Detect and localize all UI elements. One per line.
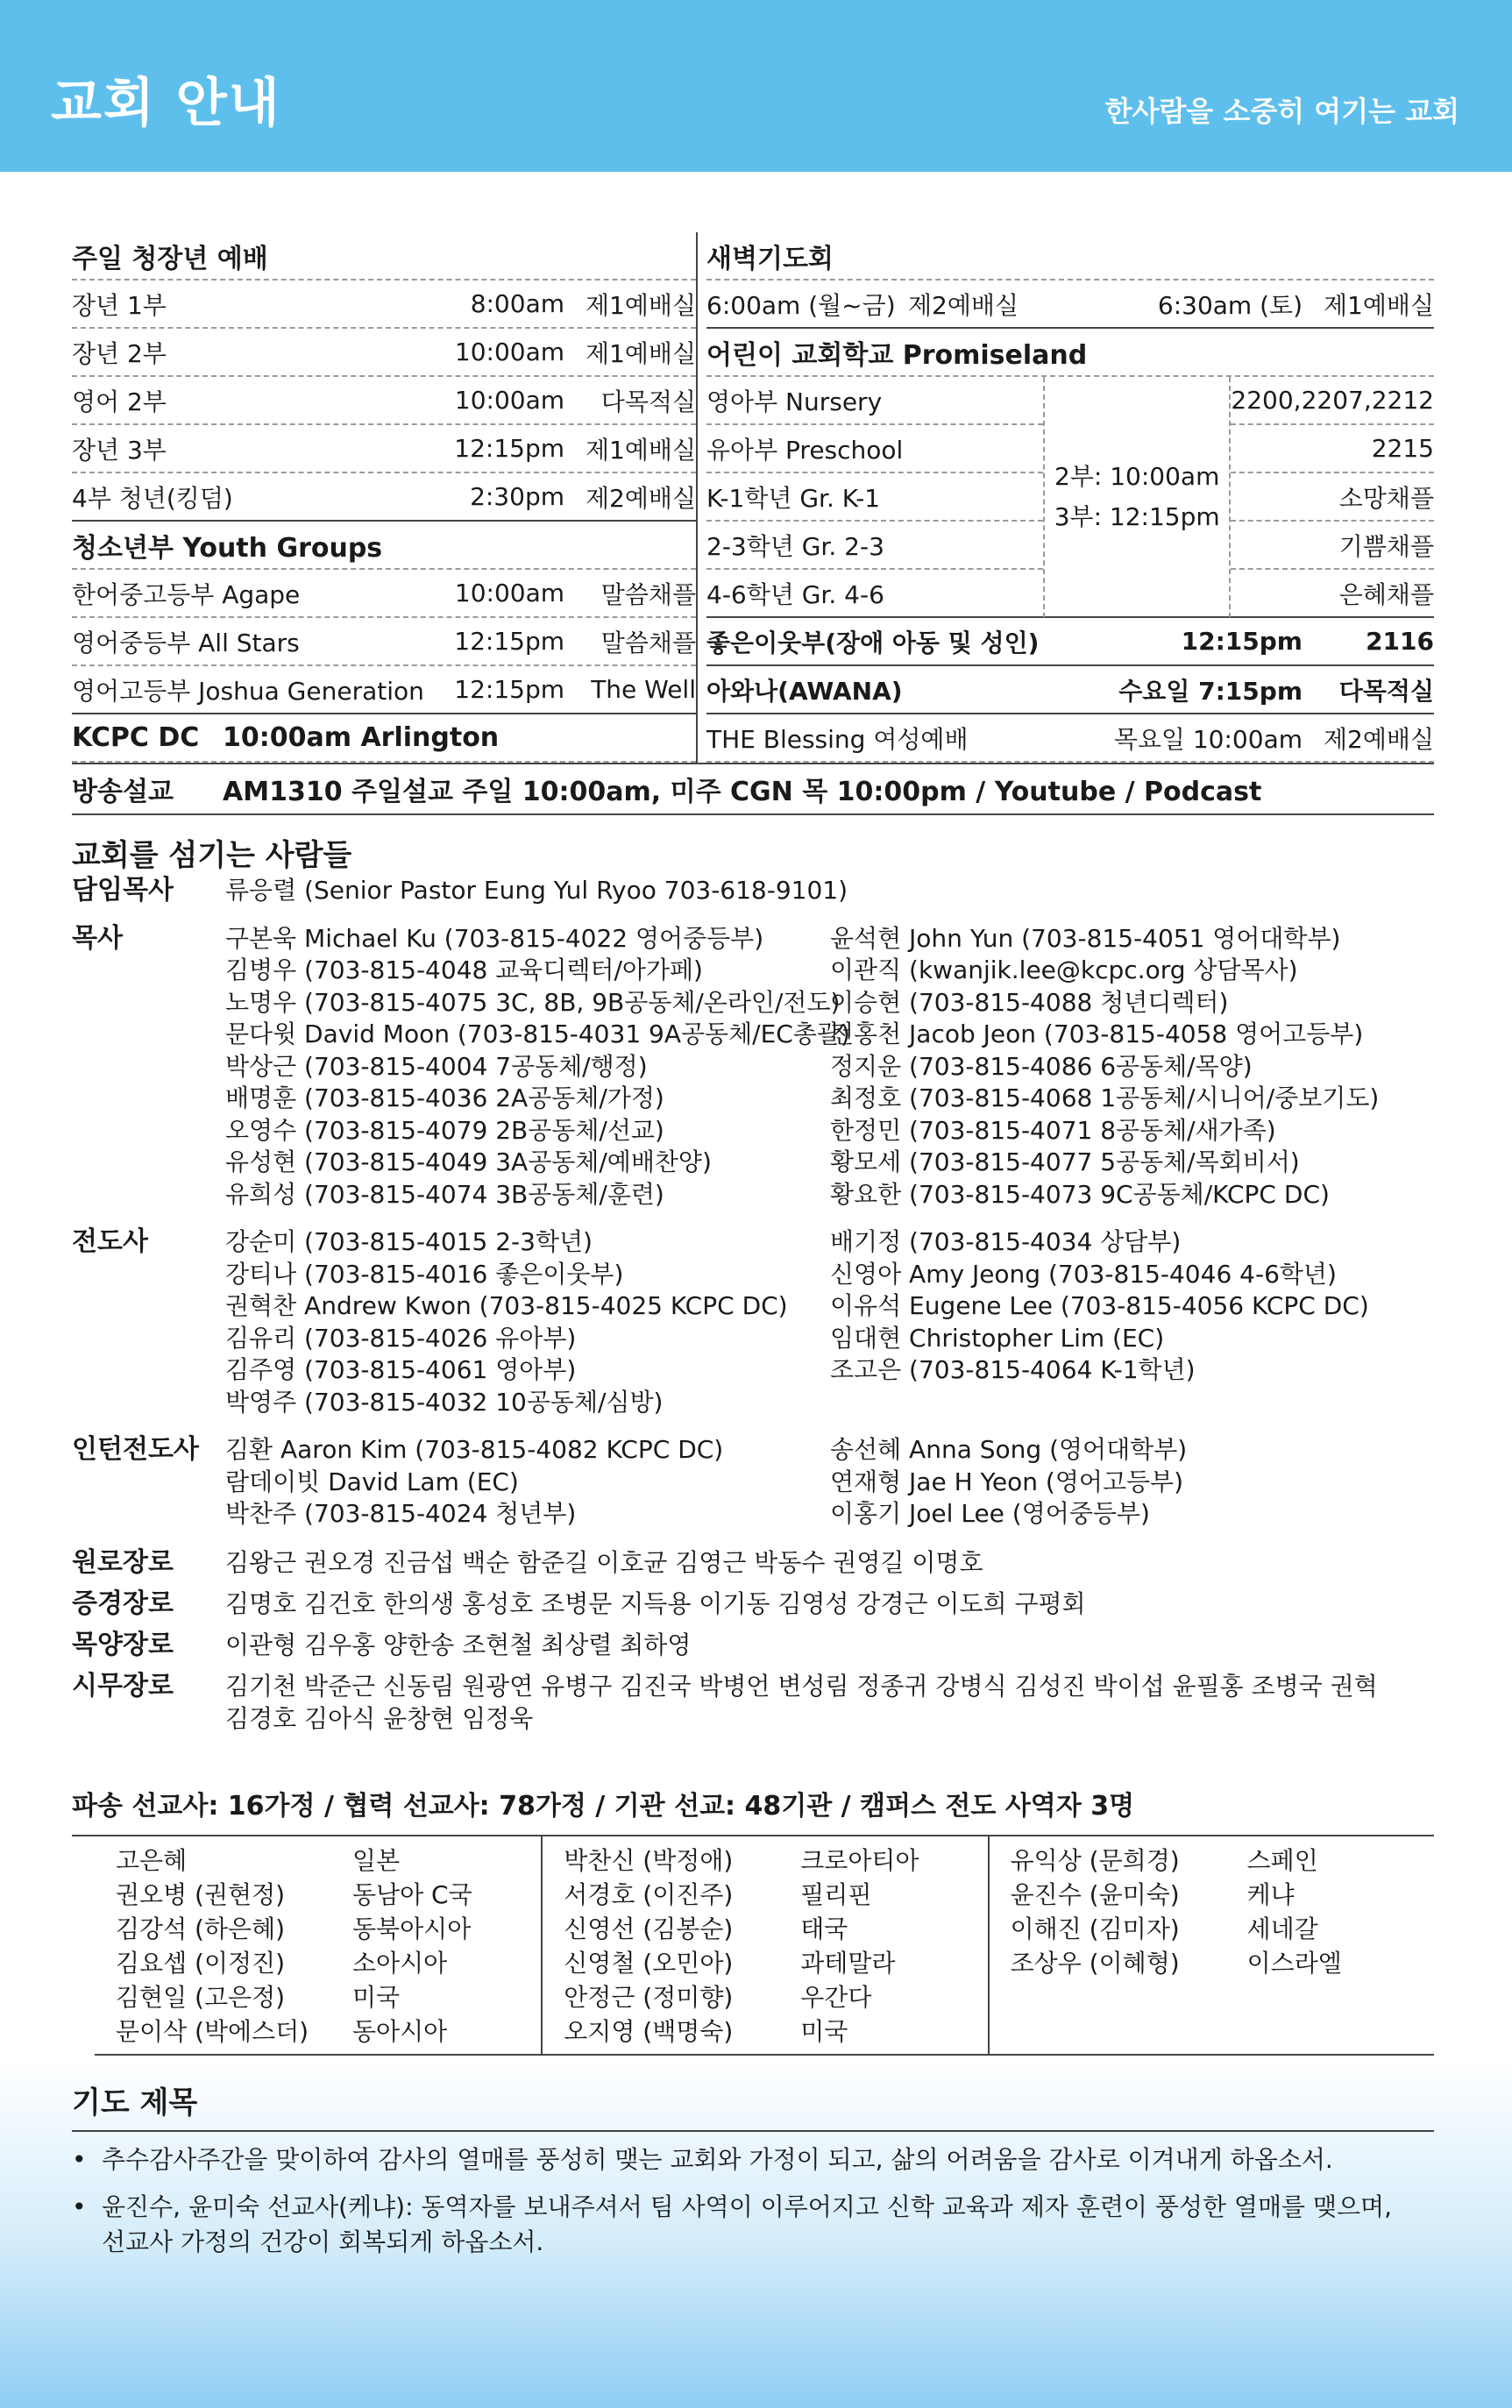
schedule-row bbox=[72, 281, 696, 329]
missionary-names bbox=[1011, 1843, 1247, 2049]
evangelist-entry: 신영아 Amy Jeong (703-815-4046 4-6학년) bbox=[830, 1259, 1337, 1289]
schedule-heading bbox=[706, 329, 1434, 377]
pastor-entry: 윤석현 John Yun (703-815-4051 영어대학부) bbox=[830, 923, 1341, 953]
interns-row bbox=[72, 1434, 1434, 1531]
church-school-room bbox=[1231, 473, 1434, 522]
schedule-location: 제1예배실 bbox=[585, 290, 696, 320]
evangelist-entry: 강티나 (703-815-4016 좋은이웃부) bbox=[225, 1259, 624, 1289]
evangelist-entry: 이유석 Eugene Lee (703-815-4056 KCPC DC) bbox=[830, 1291, 1369, 1320]
broadcast-label: 방송설교 bbox=[72, 777, 174, 807]
schedule-time: 제2예배실 bbox=[908, 290, 1019, 320]
schedule-row bbox=[72, 618, 696, 666]
evangelist-entry: 조고은 (703-815-4064 K-1학년) bbox=[830, 1355, 1196, 1384]
church-school-room bbox=[1231, 570, 1434, 618]
elder-names-line: 김명호 김건호 한의생 홍성호 조병문 지득용 이기동 김영성 강경근 이도희 구평회 bbox=[225, 1588, 1086, 1618]
schedule-location: 말씀채플 bbox=[600, 628, 696, 657]
missionary-place: 동남아 C국 bbox=[352, 1879, 472, 1909]
missionary-group bbox=[541, 1836, 987, 2054]
missionary-name: 조상우 (이혜형) bbox=[1010, 1948, 1180, 1978]
elder-names-line: 이관형 김우홍 양한송 조현철 최상렬 최하영 bbox=[225, 1630, 692, 1659]
pastor-entry: 구본욱 Michael Ku (703-815-4022 영어중등부) bbox=[225, 923, 764, 953]
broadcast-text: AM1310 주일설교 주일 10:00am, 미주 CGN 목 10:00pm / Youtube / Podcast bbox=[223, 777, 1262, 807]
missionary-place: 소아시아 bbox=[352, 1948, 448, 1978]
missionary-place: 필리핀 bbox=[800, 1879, 872, 1909]
missionary-place: 케냐 bbox=[1246, 1879, 1295, 1909]
church-school-class bbox=[706, 522, 1043, 570]
pastor-entry: 김병우 (703-815-4048 교육디렉터/아가페) bbox=[225, 955, 703, 984]
pastor-entry: 배명훈 (703-815-4036 2A공동체/가정) bbox=[225, 1083, 664, 1112]
schedule-time: 2:30pm bbox=[470, 482, 564, 511]
church-school-classes bbox=[706, 377, 1043, 618]
room-name: 2215 bbox=[1371, 434, 1434, 463]
room-name: 2200,2207,2212 bbox=[1231, 386, 1434, 415]
schedule-time: 8:00am bbox=[470, 289, 564, 318]
schedule-heading bbox=[706, 232, 1434, 281]
missionary-place: 우간다 bbox=[800, 1982, 872, 2012]
pastor-entry: 박상근 (703-815-4004 7공동체/행정) bbox=[225, 1051, 648, 1081]
evangelist-entry: 김주영 (703-815-4061 영아부) bbox=[225, 1355, 577, 1384]
senior-pastor-label: 담임목사 bbox=[72, 875, 174, 906]
pastor-entry: 유희성 (703-815-4074 3B공동체/훈련) bbox=[225, 1179, 664, 1209]
schedule-location: 다목적실 bbox=[1338, 676, 1434, 706]
missionary-names bbox=[116, 1843, 352, 2049]
class-name: K-1학년 Gr. K-1 bbox=[706, 483, 881, 513]
evangelist-entry: 김유리 (703-815-4026 유아부) bbox=[225, 1323, 577, 1353]
pastor-entry: 황모세 (703-815-4077 5공동체/목회비서) bbox=[830, 1147, 1300, 1176]
pastor-entry: 이관직 (kwanjik.lee@kcpc.org 상담목사) bbox=[830, 955, 1298, 984]
church-slogan: 한사람을 소중히 여기는 교회 bbox=[1104, 95, 1459, 128]
schedule-row bbox=[72, 666, 696, 714]
missionary-place: 과테말라 bbox=[800, 1948, 896, 1978]
schedule-heading-text: 청소년부 Youth Groups bbox=[72, 532, 383, 564]
room-name: 소망채플 bbox=[1338, 483, 1434, 513]
schedule-location: 제2예배실 bbox=[585, 483, 696, 513]
elder-label: 원로장로 bbox=[72, 1546, 174, 1578]
class-name: 유아부 Preschool bbox=[706, 435, 904, 465]
missionary-place: 동아시아 bbox=[352, 2016, 448, 2046]
schedule-row bbox=[706, 714, 1434, 763]
pastor-entry: 문다윗 David Moon (703-815-4031 9A공동체/EC총괄) bbox=[225, 1019, 850, 1048]
elder-label: 시무장로 bbox=[72, 1670, 174, 1701]
schedule-heading-text: 주일 청장년 예배 bbox=[72, 243, 268, 274]
class-name: 2-3학년 Gr. 2-3 bbox=[706, 531, 884, 561]
schedule-row bbox=[706, 666, 1434, 714]
pastor-entry: 황요한 (703-815-4073 9C공동체/KCPC DC) bbox=[830, 1179, 1330, 1209]
evangelists-list-a bbox=[225, 1226, 830, 1418]
elder-row bbox=[72, 1670, 1434, 1735]
missionary-name: 서경호 (이진주) bbox=[564, 1879, 734, 1909]
interns-list-a bbox=[225, 1434, 830, 1531]
schedule-row bbox=[72, 329, 696, 377]
pastors-list-a bbox=[225, 923, 850, 1211]
missionary-name: 권오병 (권현정) bbox=[116, 1879, 286, 1909]
church-school-room bbox=[1231, 377, 1434, 425]
pastor-entry: 유성현 (703-815-4049 3A공동체/예배찬양) bbox=[225, 1147, 712, 1176]
missionary-place: 이스라엘 bbox=[1246, 1948, 1342, 1978]
church-school-class bbox=[706, 425, 1043, 473]
elder-names-line: 김기천 박준근 신동림 원광연 유병구 김진국 박병언 변성림 정종귀 강병식 김성진 박이섭 윤필홍 조병국 권혁 bbox=[225, 1671, 1378, 1701]
schedule-name: 영어중등부 All Stars bbox=[72, 628, 300, 657]
interns-list-b bbox=[830, 1434, 1434, 1531]
missionary-name: 박찬신 (박정애) bbox=[564, 1845, 734, 1875]
schedule-time: 12:15pm bbox=[454, 434, 564, 463]
evangelist-entry: 권혁찬 Andrew Kwon (703-815-4025 KCPC DC) bbox=[225, 1291, 788, 1320]
missionary-name: 고은혜 bbox=[116, 1845, 188, 1875]
schedule-time: 12:15pm bbox=[454, 675, 564, 704]
evangelists-list-b bbox=[830, 1226, 1434, 1418]
room-name: 기쁨채플 bbox=[1338, 531, 1434, 561]
pastors-row bbox=[72, 923, 1434, 1211]
missionary-group bbox=[988, 1836, 1434, 2054]
missionary-name: 문이삭 (박에스더) bbox=[116, 2016, 309, 2046]
class-name: 영아부 Nursery bbox=[706, 387, 883, 416]
missionary-heading: 파송 선교사: 16가정 / 협력 선교사: 78가정 / 기관 선교: 48기관 / 캠퍼스 전도 사역자 3명 bbox=[72, 1784, 1434, 1836]
missionary-name: 김강석 (하은혜) bbox=[116, 1914, 286, 1943]
missionary-name: 김현일 (고은정) bbox=[116, 1982, 286, 2012]
schedule-heading-text: 새벽기도회 bbox=[706, 243, 834, 274]
missionary-place: 동북아시아 bbox=[352, 1914, 472, 1943]
schedule-location: 2116 bbox=[1366, 627, 1434, 656]
church-school-room bbox=[1231, 522, 1434, 570]
prayer-item: • 추수감사주간을 맞이하여 감사의 열매를 풍성히 맺는 교회와 가정이 되고, 삶의 어려움을 감사로 이겨내게 하옵소서. bbox=[72, 2142, 1434, 2177]
elder-row bbox=[72, 1546, 1434, 1579]
schedule-location: The Well bbox=[591, 675, 696, 704]
pastor-entry: 노명우 (703-815-4075 3C, 8B, 9B공동체/온라인/전도) bbox=[225, 987, 841, 1017]
prayer-list bbox=[72, 2142, 1434, 2260]
missionary-places bbox=[352, 1843, 472, 2049]
schedule-location: 다목적실 bbox=[600, 387, 696, 416]
staff-section-title: 교회를 섬기는 사람들 bbox=[72, 837, 352, 873]
schedule-time: 목요일 10:00am bbox=[1113, 724, 1303, 754]
schedule-row bbox=[72, 377, 696, 425]
evangelist-entry: 임대현 Christopher Lim (EC) bbox=[830, 1323, 1165, 1353]
intern-entry: 이홍기 Joel Lee (영어중등부) bbox=[830, 1499, 1150, 1528]
schedule-row bbox=[72, 570, 696, 618]
broadcast-row bbox=[72, 763, 1434, 815]
missionary-name: 김요셉 (이정진) bbox=[116, 1948, 286, 1978]
room-name: 은혜채플 bbox=[1338, 579, 1434, 609]
interns-label: 인턴전도사 bbox=[72, 1434, 199, 1465]
evangelist-entry: 강순미 (703-815-4015 2-3학년) bbox=[225, 1227, 593, 1256]
missionary-name: 이해진 (김미자) bbox=[1010, 1914, 1180, 1943]
missionary-place: 미국 bbox=[352, 1982, 401, 2012]
missionary-names bbox=[564, 1843, 800, 2049]
pastor-entry: 최정호 (703-815-4068 1공동체/시니어/중보기도) bbox=[830, 1083, 1380, 1112]
intern-entry: 람데이빗 David Lam (EC) bbox=[225, 1467, 519, 1496]
page-title: 교회 안내 bbox=[51, 73, 281, 134]
missionary-name: 오지영 (백명숙) bbox=[564, 2016, 734, 2046]
elders-list bbox=[72, 1546, 1434, 1735]
schedule-heading-text: KCPC DC bbox=[72, 722, 200, 753]
missionary-places bbox=[1247, 1843, 1342, 2049]
schedule-left-column bbox=[72, 232, 696, 763]
schedule-time: 12:15pm bbox=[454, 627, 564, 656]
missionary-place: 스페인 bbox=[1246, 1845, 1318, 1875]
schedule-name: 한어중고등부 Agape bbox=[72, 579, 301, 609]
missionary-group bbox=[95, 1836, 541, 2054]
schedule-name: 영어고등부 Joshua Generation bbox=[72, 676, 424, 706]
pastor-entry: 정지운 (703-815-4086 6공동체/목양) bbox=[830, 1051, 1253, 1081]
content bbox=[72, 232, 1434, 2272]
schedule-heading bbox=[72, 232, 696, 281]
class-name: 4-6학년 Gr. 4-6 bbox=[706, 579, 884, 609]
schedule-heading bbox=[72, 522, 696, 570]
schedule-name: 장년 3부 bbox=[72, 435, 167, 465]
elder-names bbox=[225, 1546, 1434, 1579]
schedule-time: 12:15pm bbox=[1181, 627, 1303, 656]
elder-names bbox=[225, 1629, 1434, 1661]
pastor-entry: 한정민 (703-815-4071 8공동체/새가족) bbox=[830, 1115, 1276, 1145]
senior-pastor-row bbox=[72, 875, 1434, 907]
schedule-row bbox=[72, 425, 696, 473]
pastor-entry: 전홍천 Jacob Jeon (703-815-4058 영어고등부) bbox=[830, 1019, 1364, 1048]
missionary-table bbox=[95, 1836, 1434, 2056]
elder-names-line: 김경호 김아식 윤창현 임정욱 bbox=[225, 1703, 534, 1733]
missionary-place: 크로아티아 bbox=[800, 1845, 919, 1875]
schedule-name: THE Blessing 여성예배 bbox=[706, 724, 969, 754]
missionary-place: 세네갈 bbox=[1246, 1914, 1318, 1943]
schedule-name: 좋은이웃부(장애 아동 및 성인) bbox=[706, 628, 1040, 657]
prayer-item: • 윤진수, 윤미숙 선교사(케냐): 동역자를 보내주셔서 팀 사역이 이루어지고 신학 교육과 제자 훈련이 풍성한 열매를 맺으며, 선교사 가정의 건강이 회복되게 하옵소서. bbox=[72, 2190, 1434, 2260]
schedule-heading-detail: 10:00am Arlington bbox=[223, 722, 500, 753]
church-school-room bbox=[1231, 425, 1434, 473]
schedule-name: 4부 청년(킹덤) bbox=[72, 483, 233, 513]
schedule-location: 제1예배실 bbox=[585, 338, 696, 368]
prayer-title: 기도 제목 bbox=[72, 2078, 1434, 2132]
missionary-name: 신영철 (오민아) bbox=[564, 1948, 734, 1978]
schedule-name: 장년 2부 bbox=[72, 338, 167, 368]
evangelist-entry: 배기정 (703-815-4034 상담부) bbox=[830, 1227, 1182, 1256]
missionary-place: 태국 bbox=[800, 1914, 848, 1943]
schedule-location: 제1예배실 bbox=[1323, 290, 1434, 320]
pastor-entry: 이승현 (703-815-4088 청년디렉터) bbox=[830, 987, 1229, 1017]
missionary-place: 일본 bbox=[352, 1845, 401, 1875]
church-school-class bbox=[706, 377, 1043, 425]
church-school-time: 3부: 12:15pm bbox=[1054, 501, 1220, 531]
church-school-times bbox=[1043, 377, 1231, 618]
elder-names-line: 김왕근 권오경 진금섭 백순 함준길 이호균 김영근 박동수 권영길 이명호 bbox=[225, 1547, 983, 1577]
church-school-time: 2부: 10:00am bbox=[1054, 461, 1220, 491]
church-school-class bbox=[706, 570, 1043, 618]
missionary-name: 신영선 (김봉순) bbox=[564, 1914, 734, 1943]
schedule-row bbox=[706, 618, 1434, 666]
page-header bbox=[0, 0, 1512, 172]
schedule-name: 아와나(AWANA) bbox=[706, 676, 903, 706]
intern-entry: 박찬주 (703-815-4024 청년부) bbox=[225, 1499, 577, 1528]
intern-entry: 송선혜 Anna Song (영어대학부) bbox=[830, 1435, 1188, 1464]
missionary-place: 미국 bbox=[800, 2016, 848, 2046]
pastor-entry: 오영수 (703-815-4079 2B공동체/선교) bbox=[225, 1115, 664, 1145]
schedule-heading bbox=[72, 714, 696, 763]
schedule-location: 제2예배실 bbox=[1323, 724, 1434, 754]
elder-label: 증경장로 bbox=[72, 1588, 174, 1619]
schedule-heading-text: 어린이 교회학교 Promiseland bbox=[706, 339, 1088, 371]
elder-names bbox=[225, 1670, 1434, 1735]
elder-label: 목양장로 bbox=[72, 1629, 174, 1660]
intern-entry: 연재형 Jae H Yeon (영어고등부) bbox=[830, 1467, 1184, 1496]
elder-row bbox=[72, 1629, 1434, 1661]
church-school-grid bbox=[706, 377, 1434, 618]
missionary-name: 유익상 (문희경) bbox=[1010, 1845, 1180, 1875]
church-school-class bbox=[706, 473, 1043, 522]
schedule-time: 6:30am (토) bbox=[1157, 290, 1303, 320]
schedule-table bbox=[72, 232, 1434, 763]
schedule-location: 제1예배실 bbox=[585, 435, 696, 465]
pastors-label: 목사 bbox=[72, 922, 123, 954]
evangelist-entry: 박영주 (703-815-4032 10공동체/심방) bbox=[225, 1387, 664, 1417]
evangelists-label: 전도사 bbox=[72, 1226, 148, 1257]
schedule-time: 10:00am bbox=[454, 579, 564, 607]
pastors-list-b bbox=[830, 923, 1434, 1211]
church-school-rooms bbox=[1231, 377, 1434, 618]
missionary-places bbox=[800, 1843, 919, 2049]
senior-pastor-text: 류응렬 (Senior Pastor Eung Yul Ryoo 703-618-9101) bbox=[225, 876, 848, 905]
elder-names bbox=[225, 1588, 1434, 1620]
schedule-time: 10:00am bbox=[454, 386, 564, 415]
elder-row bbox=[72, 1588, 1434, 1620]
schedule-name: 영어 2부 bbox=[72, 387, 167, 416]
schedule-row bbox=[706, 281, 1434, 329]
schedule-time: 10:00am bbox=[454, 337, 564, 366]
intern-entry: 김환 Aaron Kim (703-815-4082 KCPC DC) bbox=[225, 1435, 724, 1464]
schedule-right-column bbox=[696, 232, 1434, 763]
schedule-row bbox=[72, 473, 696, 522]
missionary-name: 윤진수 (윤미숙) bbox=[1010, 1879, 1180, 1909]
evangelists-row bbox=[72, 1226, 1434, 1418]
schedule-name: 장년 1부 bbox=[72, 290, 167, 320]
schedule-location: 말씀채플 bbox=[600, 579, 696, 609]
schedule-name: 6:00am (월~금) bbox=[706, 290, 896, 320]
schedule-time: 수요일 7:15pm bbox=[1118, 676, 1303, 706]
missionary-name: 안정근 (정미향) bbox=[564, 1982, 734, 2012]
